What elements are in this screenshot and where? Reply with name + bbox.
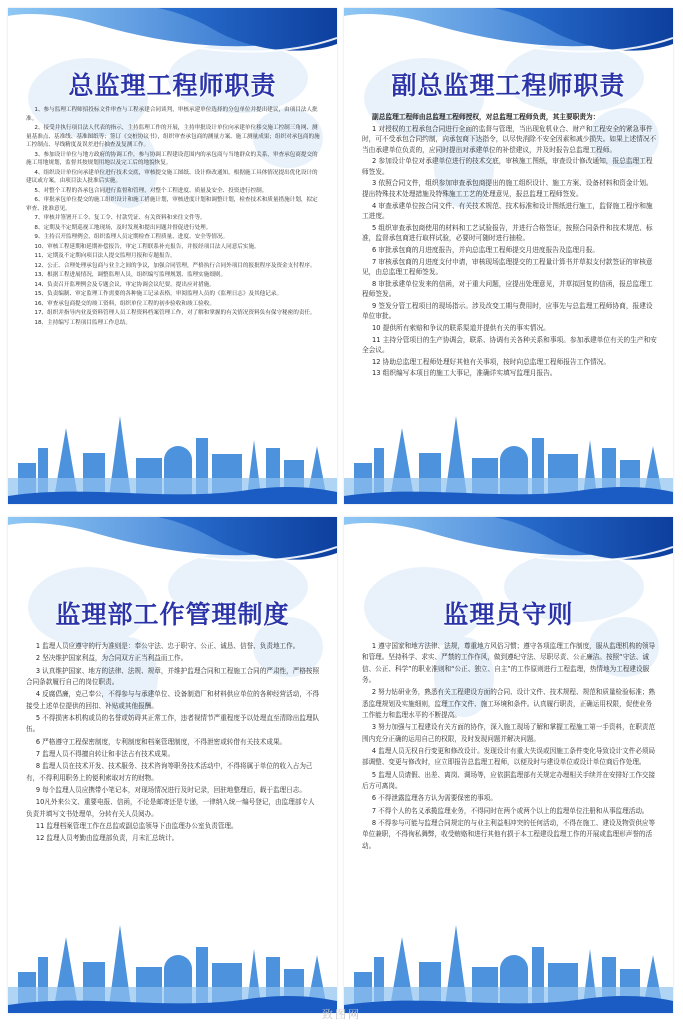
duty-item: 16、审查承包商提交的竣工资料，组织单位工程的初步验收和竣工验收。 [34, 300, 215, 307]
duty-item: 1 对授权的工程承包合同进行全面的监督与管理，当出现危机业合、财产和工程安全的紧急事件时，可不受承包合同约制，向承包商下达指令，以尽快消除不安全因素和减少损失。如果上述情况不当由承建单位负责的，应同时提出对承建单位的补偿建议，并及时报告总监理工程师。 [362, 124, 657, 154]
duty-item: 9、主持召开监理例会，组织监理人员定期检查工程质量、进度、安全等情况。 [34, 234, 229, 240]
rule-item: 9 每个监理人员应携带小笔记本，对现场情况进行及时记录，回驻地整理后，载于监理日志。 [35, 785, 306, 794]
duty-item: 13 组织编写本项目的施工大事记，准确详实填写监理月报告。 [372, 369, 557, 378]
duty-item: 6、审批承包单位提交的施工组织设计和施工措施计划，审核进度计划和调整计划，检查技术和质量措施计划，拟定审查、批准意见。 [26, 197, 318, 212]
duty-item: 7 审核承包商的月进度支付申请，审核现场监理提交的工程量计算书并草拟支付款签证的审核意见，由总监理工程师签发。 [362, 257, 653, 277]
duty-item: 14、负责召开监理例会及专题会议，审定协调会议纪要，提出应对措施。 [34, 281, 215, 288]
rule-item: 4 反腐倡廉，克己奉公，不得参与与承建单位、设备制造厂和材料供应单位的各种经营活动，不得接受上述单位提供的回扣、补贴或其他报酬。 [26, 690, 320, 710]
duty-item: 5、对整个工程的各承包合同进行监督和管理，对整个工程进度、质量及安全、投资进行控制。 [34, 187, 268, 194]
code-item: 4 监理人员无权自行变更和修改设计。发现设计有重大失误或因施工条件变化导致设计文件必须局部调整、变更与修改时，应立即报告总监理工程师，以便及时与建设单位或设计单位商后作处理。 [362, 746, 656, 767]
duty-item: 1、参与监理工程师招投标文件审查与工程承建合同谈判，审核承建单位选择的分包单位并提出建议，由项目法人批准。 [26, 107, 318, 122]
duty-item: 17、组织并指导内业及资料管理人员工程资料档案管理工作，对了解和掌握的有关情况资料负有保守秘密的责任。 [34, 310, 316, 316]
poster-office-management-rules [8, 517, 337, 1013]
duty-item: 11、定期及不定期向项目法人提交监理月报和专题报告。 [34, 253, 176, 259]
rule-item: 11 监理档案管理工作在总监或副总监领导下由监理办公室负责管理。 [35, 821, 238, 830]
duty-item: 18、主持编写工程项目监理工作总结。 [34, 319, 132, 326]
duties-intro: 副总监理工程师由总监理工程师授权，对总监理工程师负责，其主要职责为： [372, 113, 600, 121]
poster-title: 监理员守则 [443, 600, 574, 629]
duty-item: 3、参加设计单位与地方政府的协调工作，参与协调工程建设范围内的承包商与当地群众的关系，审查承包商提交的施工用地规划，监督其按规划用地以及完工后的地貌恢复。 [26, 151, 318, 166]
code-item: 1 遵守国家和地方法律、法规，尊重地方风俗习惯；遵守各项监理工作制度，服从监理机构的领导和管理。坚持科学、求实、严禁的工作作风，做到遵纪守法、尽职尽责、公正廉洁。按照“守法、诚信、公正、科学”的职业准则和“公正、独立、自主”的工作原则进行工程监理，热情地为工程建设服务。 [362, 642, 656, 684]
duty-item: 8 审批承建单位发来的信函，对于重大问题，应提出处理意见，并草拟回复的信函，报总监理工程师签发。 [362, 279, 653, 299]
poster-chief-supervisor-duties [8, 8, 337, 504]
code-item: 6 不得泄露监理各方认为需要保密的事项。 [371, 794, 497, 803]
code-item: 7 不得个人的名义承揽监理业务，不得同时在两个或两个以上的监理单位注册和从事监理活动。 [371, 806, 649, 815]
duty-item: 2 参加设计单位对承建单位进行的技术交底，审核施工图纸，审查设计修改通知，报总监理工程师签发。 [362, 157, 653, 176]
code-item: 8 不得参与可能与监理合同规定的与业主利益相冲突的任何活动，不得在施工、建设及物资供应等单位兼职，不得徇私舞弊，收受贿赂和进行其他有损于本工程建设监理工作的开展或监理形声誉的活动。 [362, 818, 656, 850]
duty-item: 6 审批承包商的月进度报告，并向总监理工程师提交月进度报告及监理月报。 [372, 245, 600, 254]
poster-title: 总监理工程师职责 [68, 71, 277, 100]
rule-item: 1 监理人员应遵守的行为准则是：奉公守法、忠于职守、公正、诚恳、信誉、负责地工作。 [35, 642, 300, 650]
poster-title: 监理部工作管理制度 [55, 600, 290, 629]
rule-item: 5 不得损害本机构或员的名誉或妨碍其正常工作，违者视情节严重程度予以处理直至清除出监理队伍。 [26, 713, 320, 734]
rule-item: 7 监理人员不得擅自转让和非法占有技术成果。 [35, 749, 175, 758]
rule-item: 10凡外来公文、重要电报、信函，不论是邮寄还是专递，一律纳入统一编号登记，由监理部专人负责并填写文书处理单，分转有关人员阅办。 [26, 798, 315, 818]
duty-item: 10 提供所有索赔和争议的联系渠道并提供有关的事实情况。 [372, 323, 550, 332]
rule-item: 3 认真维护国家、地方的法律、法规、规章，并维护监理合同和工程施工合同的严肃性，严格按照合同条款履行自己的岗位职责。 [26, 666, 320, 686]
poster-title: 副总监理工程师职责 [391, 71, 626, 100]
duty-item: 15、负责编制、审定监理工作需要的各种施工记录表格，审阅监理人员的《监理日志》及其他记录。 [34, 291, 283, 297]
duties-list [362, 112, 657, 380]
code-item: 5 监理人员请假、出差、离岗、调场等，应依据监理部有关规定办理相关手续并在安排好工作交接后方可离岗。 [362, 770, 656, 790]
poster-deputy-supervisor-duties [344, 8, 673, 504]
duty-item: 3 依照合同文件，组织参加审查承包商提出的施工组织设计、施工方案、设备材料和资金计划。提出特殊技术处理措施及特殊施工工艺的处理意见，报总监理工程师签发。 [362, 179, 653, 199]
duty-item: 9 签发分管工程项目的现场指示。涉及改变工期与费用时，应事先与总监理工程师协商，报建设单位审批。 [362, 301, 653, 321]
duty-item: 12 协助总监理工程师处理好其他有关事项，按时向总监理工程师报告工作情况。 [372, 357, 611, 366]
duty-item: 7、审核并签署开工令、复工令、付款凭证、有关资料和来往文件等。 [34, 215, 206, 221]
rules-list [26, 641, 321, 846]
duty-item: 8、定期及不定期巡视工地现场，及时发现和提出问题并督促进行处理。 [34, 224, 212, 231]
duty-item: 13、根据工程进展情况，调整监理人员，组织编写监理规划、监理实施细则。 [34, 272, 227, 278]
watermark: 致图网 [322, 1008, 361, 1021]
duty-item: 4 审查承建单位按合同文件、有关技术规范、技术标准和设计图纸进行施工，监督施工程序和施工进度。 [362, 201, 653, 221]
code-item: 2 努力钻研业务，熟悉有关工程建设方面的合同、设计文件、技术规程、规范和质量检验标准；熟悉监理规划及实施细则，监理工作文件、施工环境和条件。认真履行职责，正确运用权限，促使业务工作能力和监理水平的不断提高。 [362, 688, 656, 719]
rule-item: 8 监理人员在技术开发、技术服务、技术咨询等职务技术活动中，不得将属于单位的收入占为己有，不得利用职务上的便利索取对方的财物。 [26, 762, 313, 782]
rule-item: 12 监理人员考勤由监理部负责，月末汇总统计。 [35, 834, 179, 843]
code-item: 3 努力加强与工程建设有关方面的协作，深入施工现场了解和掌握工程施工第一手资料，在职责范围内充分正确的运用自己的权限，及时发现问题并解决问题。 [362, 723, 656, 743]
code-list [362, 641, 657, 853]
duty-item: 11 主持分管项目的生产协调会，联系、协调有关各种关系和事项。参加承建单位有关的生产和安全会议。 [362, 335, 657, 355]
rule-item: 2 坚决维护国家利益，为合同双方正当利益而工作。 [35, 654, 188, 663]
duties-list [26, 106, 321, 328]
poster-supervisor-code [344, 517, 673, 1013]
rule-item: 6 严格遵守工程保密制度，专利制度和档案管理制度，不得泄密或转借有关技术成果。 [35, 737, 287, 746]
duty-item: 4、组织设计单位向承建单位进行技术交底，审核提交施工图纸、设计修改通知，根据施工具体情况提出优化设计的建议或方案，由项目法人批准后实施。 [26, 169, 318, 184]
duty-item: 5 组织审查承包商使用的材料和工艺试验报告，并进行合格签证，按照合同条件和技术规范、标准，监督承包商进行取样试验，必要时可随时进行抽检。 [362, 223, 653, 243]
duty-item: 12、公正、合理处理承包商与业主之间的争议，加强合同管理，严格执行合同外项目的报批程序及资金支付程序。 [34, 262, 316, 269]
duty-item: 10、审核工程延期和延期补偿报告，审定工程联系补充报告，并报经项目法人同意后实施。 [34, 243, 260, 250]
duty-item: 2、接受并执行项目法人代表的指示，主持监理工作的开展，主持审批设计单位向承建单位移交施工控制三角网、测量基准点、基准线、基准图纸等；签订《交桩协议书》，组织审查承包商的测量方案、施工测量成果；组织对承包商的施工控制点、导线精度及误差进行抽查及复测工作。 [26, 125, 320, 148]
